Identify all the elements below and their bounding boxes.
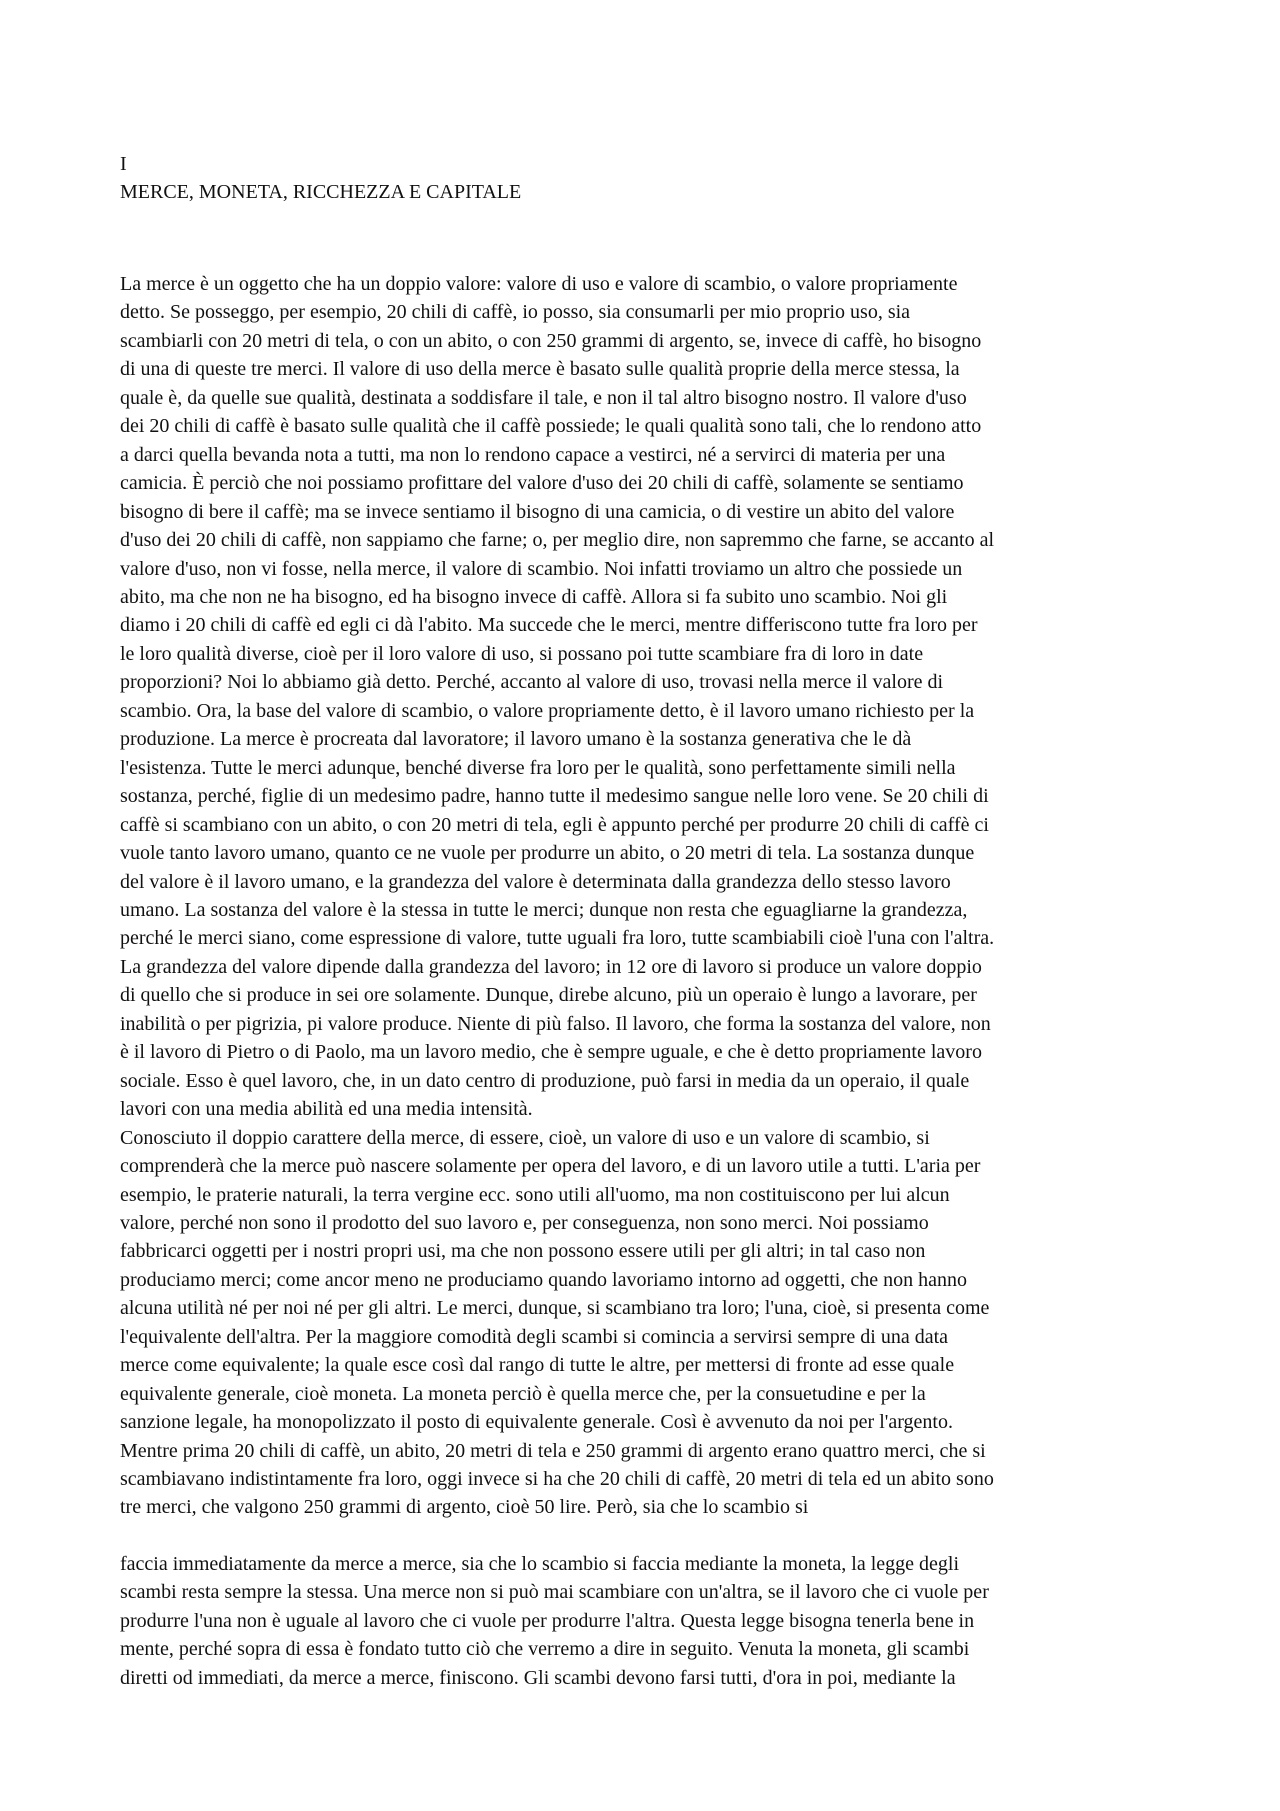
- text-line: produciamo merci; come ancor meno ne produciamo quando lavoriamo intorno ad oggetti, che non hanno: [120, 1268, 967, 1291]
- text-line: fabbricarci oggetti per i nostri propri usi, ma che non possono essere utili per gli altri; in tal caso non: [120, 1240, 926, 1263]
- text-line: d'uso dei 20 chili di caffè, non sappiamo che farne; o, per meglio dire, non sapremmo che farne, se accanto al: [120, 529, 995, 552]
- text-line: scambio. Ora, la base del valore di scambio, o valore propriamente detto, è il lavoro umano richiesto per la: [120, 699, 975, 722]
- text-line: Conosciuto il doppio carattere della merce, di essere, cioè, un valore di uso e un valore di scambio, si: [120, 1126, 930, 1149]
- text-line: le loro qualità diverse, cioè per il loro valore di uso, si possano poi tutte scambiare fra di loro in date: [120, 642, 924, 665]
- text-line: alcuna utilità né per noi né per gli altri. Le merci, dunque, si scambiano tra loro; l'una, cioè, si presenta come: [120, 1297, 990, 1320]
- text-line: scambi resta sempre la stessa. Una merce non si può mai scambiare con un'altra, se il lavoro che ci vuole per: [120, 1581, 989, 1604]
- text-line: sanzione legale, ha monopolizzato il posto di equivalente generale. Così è avvenuto da noi per l'argento.: [120, 1411, 953, 1434]
- body-paragraph-3: [120, 1550, 1165, 1692]
- text-line: esempio, le praterie naturali, la terra vergine ecc. sono utili all'uomo, ma non costituiscono per lui alcun: [120, 1183, 950, 1206]
- text-line: merce come equivalente; la quale esce così dal rango di tutte le altre, per mettersi di fronte ad esse quale: [120, 1354, 955, 1377]
- text-line: scambiavano indistintamente fra loro, oggi invece si ha che 20 chili di caffè, 20 metri di tela ed un abito sono: [120, 1468, 994, 1491]
- text-line: scambiarli con 20 metri di tela, o con un abito, o con 250 grammi di argento, se, invece di caffè, ho bisogno: [120, 329, 982, 352]
- text-line: sociale. Esso è quel lavoro, che, in un dato centro di produzione, può farsi in media da un operaio, il quale: [120, 1069, 970, 1092]
- text-line: faccia immediatamente da merce a merce, sia che lo scambio si faccia mediante la moneta, la legge degli: [120, 1552, 960, 1575]
- text-line: produrre l'una non è uguale al lavoro che ci vuole per produrre l'altra. Questa legge bisogna tenerla bene in: [120, 1609, 975, 1632]
- text-line: produzione. La merce è procreata dal lavoratore; il lavoro umano è la sostanza generativa che le dà: [120, 728, 912, 751]
- text-line: La grandezza del valore dipende dalla grandezza del lavoro; in 12 ore di lavoro si produce un valore doppio: [120, 955, 982, 978]
- text-line: caffè si scambiano con un abito, o con 20 metri di tela, egli è appunto perché per produrre 20 chili di caffè ci: [120, 813, 989, 836]
- text-line: inabilità o per pigrizia, pi valore produce. Niente di più falso. Il lavoro, che forma la sostanza del valore, non: [120, 1012, 991, 1035]
- text-line: l'equivalente dell'altra. Per la maggiore comodità degli scambi si comincia a servirsi sempre di una data: [120, 1325, 949, 1348]
- text-line: perché le merci siano, come espressione di valore, tutte uguali fra loro, tutte scambiabili cioè l'una con l'altra.: [120, 927, 995, 950]
- text-line: di una di queste tre merci. Il valore di uso della merce è basato sulle qualità proprie della merce stessa, la: [120, 358, 960, 381]
- text-line: comprenderà che la merce può nascere solamente per opera del lavoro, e di un lavoro utile a tutti. L'aria per: [120, 1155, 981, 1178]
- text-line: l'esistenza. Tutte le merci adunque, benché diverse fra loro per le qualità, sono perfettamente simili nella: [120, 756, 956, 779]
- text-line: La merce è un oggetto che ha un doppio valore: valore di uso e valore di scambio, o valore propriamente: [120, 273, 958, 295]
- text-line: proporzioni? Noi lo abbiamo già detto. Perché, accanto al valore di uso, trovasi nella merce il valore di: [120, 671, 944, 694]
- text-line: tre merci, che valgono 250 grammi di argento, cioè 50 lire. Però, sia che lo scambio si: [120, 1496, 809, 1519]
- chapter-title: MERCE, MONETA, RICCHEZZA E CAPITALE: [120, 181, 522, 203]
- text-line: di quello che si produce in sei ore solamente. Dunque, direbe alcuno, più un operaio è lungo a lavorare, per: [120, 984, 977, 1007]
- chapter-number: I: [120, 153, 127, 175]
- text-line: dei 20 chili di caffè è basato sulle qualità che il caffè possiede; le quali qualità sono tali, che lo rendono atto: [120, 415, 982, 438]
- text-line: diretti od immediati, da merce a merce, finiscono. Gli scambi devono farsi tutti, d'ora in poi, mediante la: [120, 1666, 956, 1689]
- text-line: sostanza, perché, figlie di un medesimo padre, hanno tutte il medesimo sangue nelle loro vene. Se 20 chili di: [120, 785, 989, 808]
- text-line: del valore è il lavoro umano, e la grandezza del valore è determinata dalla grandezza dello stesso lavoro: [120, 870, 951, 893]
- text-line: vuole tanto lavoro umano, quanto ce ne vuole per produrre un abito, o 20 metri di tela. La sostanza dunque: [120, 842, 975, 865]
- text-line: Mentre prima 20 chili di caffè, un abito, 20 metri di tela e 250 grammi di argento erano quattro merci, che si: [120, 1439, 986, 1462]
- text-line: equivalente generale, cioè moneta. La moneta perciò è quella merce che, per la consuetudine e per la: [120, 1382, 926, 1405]
- text-line: è il lavoro di Pietro o di Paolo, ma un lavoro medio, che è sempre uguale, e che è detto propriamente lavoro: [120, 1041, 982, 1064]
- document-page: [120, 150, 1165, 1692]
- text-line: camicia. È perciò che noi possiamo profittare del valore d'uso dei 20 chili di caffè, solamente se sentiamo: [120, 472, 964, 495]
- body-paragraph-2: [120, 1124, 1165, 1522]
- text-line: lavori con una media abilità ed una media intensità.: [120, 1098, 533, 1121]
- text-line: a darci quella bevanda nota a tutti, ma non lo rendono capace a vestirci, né a servirci di materia per una: [120, 443, 946, 466]
- text-line: quale è, da quelle sue qualità, destinata a soddisfare il tale, e non il tal altro bisogno nostro. Il valore d'uso: [120, 386, 967, 409]
- text-line: valore d'uso, non vi fosse, nella merce, il valore di scambio. Noi infatti troviamo un altro che possiede un: [120, 557, 963, 580]
- text-line: diamo i 20 chili di caffè ed egli ci dà l'abito. Ma succede che le merci, mentre differiscono tutte fra loro per: [120, 614, 978, 637]
- page-break-gap: [120, 1522, 1165, 1550]
- text-line: detto. Se posseggo, per esempio, 20 chili di caffè, io posso, sia consumarli per mio proprio uso, sia: [120, 301, 911, 324]
- body-paragraph-1: [120, 270, 1165, 1124]
- text-line: valore, perché non sono il prodotto del suo lavoro e, per conseguenza, non sono merci. Noi possiamo: [120, 1211, 929, 1234]
- text-line: bisogno di bere il caffè; ma se invece sentiamo il bisogno di una camicia, o di vestire un abito del valore: [120, 500, 955, 523]
- text-line: mente, perché sopra di essa è fondato tutto ciò che verremo a dire in seguito. Venuta la moneta, gli scambi: [120, 1638, 970, 1661]
- text-line: abito, ma che non ne ha bisogno, ed ha bisogno invece di caffè. Allora si fa subito uno scambio. Noi gli: [120, 585, 948, 608]
- text-line: umano. La sostanza del valore è la stessa in tutte le merci; dunque non resta che eguagliarne la grandezza,: [120, 898, 968, 921]
